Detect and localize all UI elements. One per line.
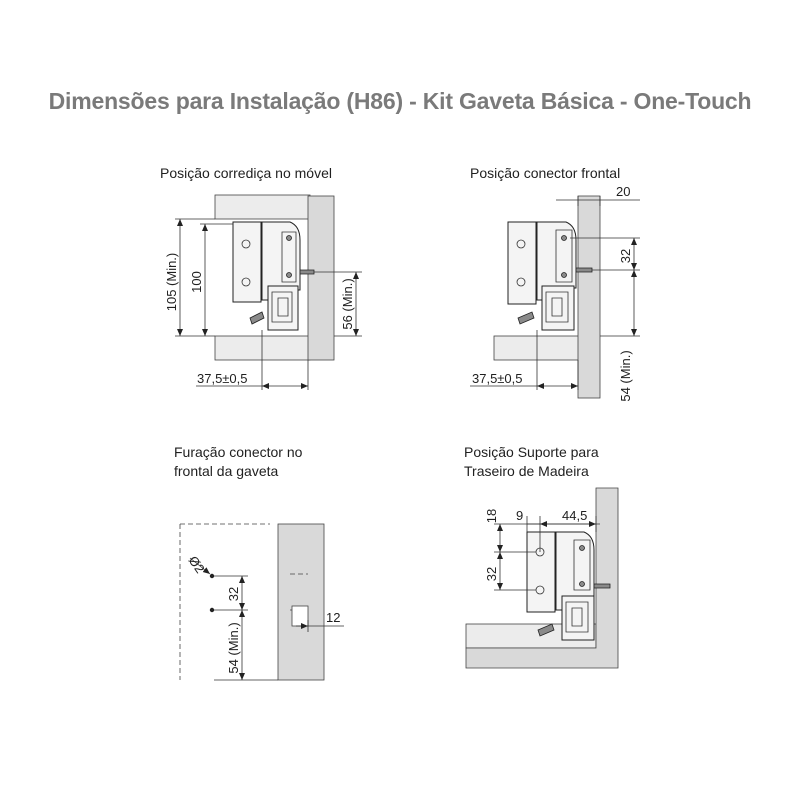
drawer-front-piece — [508, 222, 536, 304]
dim-bottom: 54 (Min.) — [618, 350, 633, 402]
dim-offset: 37,5±0,5 — [197, 371, 248, 386]
dim-width: 44,5 — [562, 508, 588, 523]
dim-height: 100 — [189, 271, 204, 293]
drawer-rear-piece — [527, 532, 555, 612]
dim-offset: 37,5±0,5 — [472, 371, 523, 386]
dim-depth: 12 — [326, 610, 341, 625]
page-title: Dimensões para Instalação (H86) - Kit Gaveta Básica - One-Touch — [48, 88, 752, 114]
diagram-front-connector — [470, 184, 640, 402]
caption-drilling-line2: frontal da gaveta — [174, 463, 279, 479]
cabinet-bottom-board — [494, 336, 584, 360]
screw-icon — [594, 584, 610, 588]
screw-icon — [250, 312, 264, 324]
dim-bottom: 56 (Min.) — [340, 278, 355, 330]
dim-bottom: 54 (Min.) — [226, 622, 241, 674]
dim-gap: 9 — [516, 508, 524, 523]
hole-marker — [210, 574, 214, 578]
hole-marker — [210, 608, 214, 612]
dim-spacing: 32 — [226, 586, 241, 602]
cabinet-bottom-board — [215, 336, 310, 360]
dim-total-height: 105 (Min.) — [164, 252, 179, 312]
diagram-drilling — [180, 524, 344, 680]
screw-icon — [300, 270, 314, 274]
dim-spacing: 32 — [484, 566, 499, 582]
diagram-slide-position — [164, 195, 362, 390]
drawer-front-piece — [233, 222, 261, 302]
dim-hole: Ø2 — [185, 553, 208, 576]
front-outline — [180, 524, 270, 680]
drawer-front-panel — [578, 196, 600, 398]
cabinet-top-board — [215, 195, 310, 219]
dim-top: 18 — [484, 508, 499, 524]
caption-front-connector: Posição conector frontal — [470, 165, 621, 181]
caption-rear-support-line1: Posição Suporte para — [464, 444, 599, 460]
caption-rear-support-line2: Traseiro de Madeira — [464, 463, 589, 479]
dim-top: 20 — [616, 184, 631, 199]
caption-drilling-line1: Furação conector no — [174, 444, 303, 460]
cabinet-side-panel — [308, 196, 334, 360]
screw-icon — [576, 268, 592, 272]
drawer-front-section — [278, 524, 324, 680]
caption-slide-position: Posição corrediça no móvel — [160, 165, 332, 181]
dim-spacing: 32 — [618, 248, 633, 264]
screw-icon — [518, 312, 534, 324]
diagram-rear-support — [466, 488, 618, 668]
